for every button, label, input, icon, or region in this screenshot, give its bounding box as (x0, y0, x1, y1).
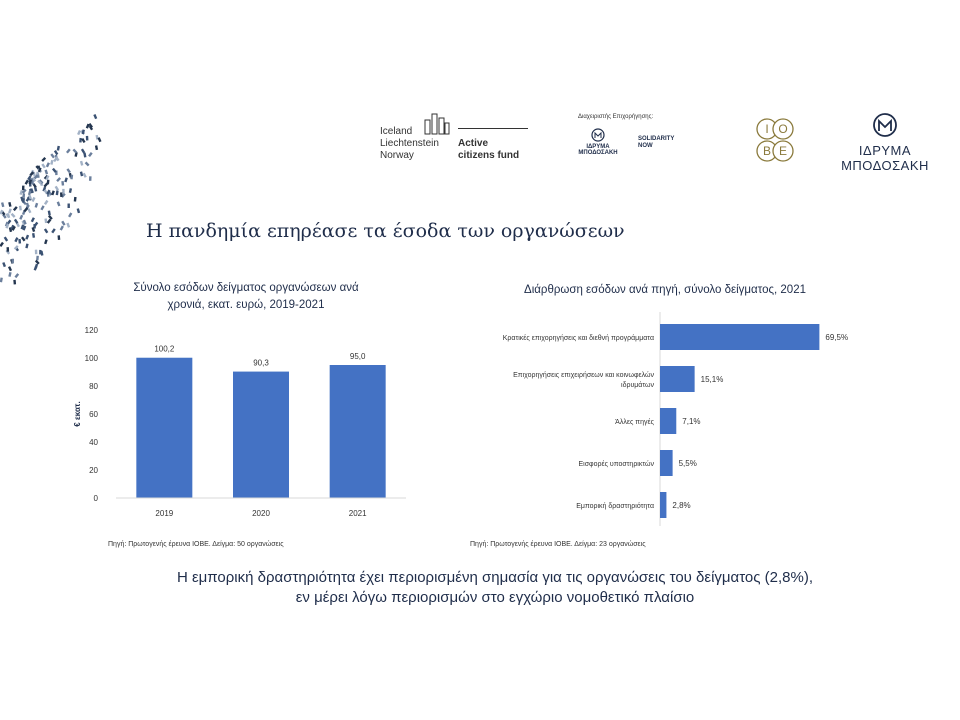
crowd-figure (51, 228, 56, 233)
crowd-figure (7, 247, 10, 252)
iobe-letter: E (778, 144, 788, 158)
crowd-figure (48, 215, 53, 220)
iobe-letter: B (762, 144, 772, 158)
slide-title: Η πανδημία επηρέασε τα έσοδα των οργανώσεων (146, 220, 625, 242)
y-tick-label: 80 (89, 382, 98, 391)
crowd-figure (39, 250, 41, 255)
bar (660, 450, 673, 476)
crowd-figure (19, 215, 23, 220)
crowd-figure (77, 208, 81, 213)
solidarity-now-logo (638, 136, 674, 150)
crowd-figure (66, 223, 70, 228)
crowd-figure (7, 213, 11, 218)
category-label: ιδρυμάτων (621, 382, 654, 389)
left-chart-title-line: χρονιά, εκατ. ευρώ, 2019-2021 (167, 299, 325, 311)
crowd-figure (41, 157, 46, 162)
crowd-figure (66, 149, 71, 154)
data-label: 5,5% (678, 459, 697, 468)
data-label: 95,0 (349, 352, 366, 361)
crowd-figure (8, 266, 12, 271)
crowd-figure (25, 244, 28, 249)
bodossaki-text: ΙΔΡΥΜΑ ΜΠΟΔΟΣΑΚΗ (841, 143, 929, 173)
bar (233, 372, 289, 498)
bar (330, 365, 386, 498)
crowd-figure (4, 236, 8, 241)
crowd-figure (22, 193, 25, 198)
crowd-figure (93, 114, 97, 119)
bar (660, 408, 676, 434)
y-tick-label: 40 (89, 438, 98, 447)
data-label: 7,1% (682, 417, 701, 426)
iobe-letter: O (778, 122, 788, 136)
crowd-figure (22, 186, 25, 191)
conclusion-line: Η εμπορική δραστηριότητα έχει περιορισμένη σημασία για τις οργανώσεις του δείγματος (2,8%), (176, 569, 814, 586)
bodossaki-emblem-icon (591, 128, 605, 142)
crowd-figure (89, 176, 92, 181)
y-tick-label: 0 (93, 494, 98, 503)
data-label: 15,1% (700, 375, 724, 384)
crowd-figure (60, 192, 63, 197)
left-chart-title (96, 280, 396, 314)
crowd-figure (48, 210, 51, 215)
crowd-illustration (0, 88, 112, 288)
crowd-figure (28, 190, 31, 195)
y-tick-label: 60 (89, 410, 98, 419)
bar (660, 492, 666, 518)
crowd-figure (19, 206, 22, 211)
data-label: 69,5% (825, 333, 849, 342)
crowd-figure (35, 260, 40, 265)
bar (660, 366, 695, 392)
crowd-figure (64, 177, 68, 182)
crowd-figure (35, 250, 38, 255)
crowd-figure (44, 239, 48, 244)
crowd-figure (31, 217, 35, 222)
crowd-figure (83, 153, 86, 158)
crowd-figure (14, 237, 18, 242)
bar (136, 358, 192, 498)
crowd-figure (0, 278, 3, 283)
crowd-figure (25, 235, 29, 240)
crowd-figure (46, 162, 50, 167)
crowd-figure (18, 239, 21, 244)
crowd-figure (11, 213, 16, 218)
crowd-figure (79, 138, 82, 143)
crowd-figure (8, 272, 11, 277)
crowd-figure (14, 273, 19, 278)
crowd-figure (56, 190, 59, 195)
crowd-figure (2, 262, 6, 267)
crowd-figure (0, 242, 4, 247)
crowd-figure (81, 149, 85, 154)
bodossaki-small-text: ΙΔΡΥΜΑ ΜΠΟΔΟΣΑΚΗ (578, 144, 618, 156)
iobe-logo (752, 118, 796, 162)
data-label: 100,2 (154, 344, 175, 354)
crowd-figure (68, 204, 70, 209)
category-label: Κρατικές επιχορηγήσεις και διεθνή προγράμματα (502, 335, 654, 342)
crowd-figure (8, 202, 11, 207)
crowd-figure (55, 186, 59, 191)
crowd-figure (62, 189, 64, 194)
eea-countries (380, 126, 439, 162)
crowd-figure (51, 190, 55, 195)
crowd-figure (57, 146, 60, 151)
crowd-figure (12, 259, 14, 264)
eea-fund-line: Active (458, 138, 489, 149)
crowd-figure (66, 168, 71, 173)
revenue-by-source-chart (452, 312, 852, 522)
bar (660, 324, 819, 350)
category-label: Άλλες πηγές (615, 419, 654, 426)
conclusion-line: εν μέρει λόγω περιορισμών στο εγχώριο νομοθετικό πλαίσιο (295, 589, 695, 606)
crowd-figure (77, 130, 81, 135)
left-chart-source: Πηγή: Πρωτογενής έρευνα ΙΟΒΕ. Δείγμα: 50 οργανώσεις (108, 541, 284, 548)
y-tick-label: 20 (89, 466, 98, 475)
category-label: Επιχορηγήσεις επιχειρήσεων και κοινωφελών (513, 372, 654, 379)
eea-fund-name (458, 138, 519, 162)
crowd-figure (36, 256, 39, 261)
crowd-figure (86, 136, 89, 141)
iobe-letter: I (765, 122, 769, 136)
crowd-figure (21, 236, 26, 241)
crowd-figure (32, 233, 35, 238)
crowd-figure (45, 169, 49, 174)
x-tick-label: 2020 (252, 509, 270, 518)
bodossaki-logo (840, 112, 930, 173)
eea-country: Iceland (380, 126, 413, 137)
crowd-figure (13, 206, 18, 211)
crowd-figure (31, 197, 35, 202)
left-chart-title-line: Σύνολο εσόδων δείγματος οργανώσεων ανά (133, 282, 359, 294)
crowd-figure (69, 188, 72, 193)
eea-country: Norway (380, 150, 414, 161)
crowd-figure (83, 173, 87, 178)
crowd-figure (88, 152, 93, 157)
crowd-figure (58, 235, 61, 240)
crowd-figure (81, 138, 85, 143)
crowd-figure (68, 212, 72, 217)
crowd-figure (98, 137, 102, 142)
crowd-figure (1, 202, 4, 207)
eea-grants-logo (380, 112, 530, 164)
eea-divider (458, 128, 528, 129)
x-tick-label: 2021 (348, 509, 367, 518)
crowd-figure (44, 228, 48, 233)
crowd-figure (50, 153, 55, 158)
y-tick-label: 120 (84, 326, 98, 335)
data-label: 2,8% (672, 501, 691, 510)
crowd-figure (44, 200, 48, 205)
crowd-figure (74, 197, 77, 202)
conclusion-text (110, 568, 880, 608)
right-chart-title: Διάρθρωση εσόδων ανά πηγή, σύνολο δείγματος, 2021 (524, 284, 806, 296)
category-label: Εισφορές υποστηρικτών (578, 461, 654, 468)
crowd-figure (50, 160, 53, 165)
crowd-figure (60, 226, 64, 231)
solidarity-line: NOW (638, 143, 653, 149)
bodossaki-emblem-icon (872, 112, 898, 138)
crowd-figure (54, 150, 58, 155)
operator-label: Διαχειριστής Επιχορήγησης: (578, 114, 654, 120)
right-chart-source: Πηγή: Πρωτογενής έρευνα ΙΟΒΕ. Δείγμα: 23 οργανώσεις (470, 541, 646, 548)
crowd-figure (35, 203, 39, 208)
eea-fund-line: citizens fund (458, 150, 520, 161)
crowd-figure (57, 201, 61, 206)
crowd-figure (44, 218, 47, 223)
eea-country: Liechtenstein (380, 138, 439, 149)
revenue-by-year-chart (73, 318, 416, 528)
data-label: 90,3 (253, 358, 269, 368)
crowd-figure (40, 205, 44, 210)
crowd-figure (80, 161, 83, 166)
crowd-figure (41, 163, 46, 168)
crowd-figure (34, 187, 37, 192)
crowd-figure (56, 177, 61, 182)
x-tick-label: 2019 (155, 509, 174, 518)
crowd-figure (13, 280, 16, 285)
crowd-figure (61, 181, 64, 186)
y-axis-label: € εκατ. (73, 401, 82, 427)
crowd-figure (8, 208, 12, 213)
category-label: Εμπορική δραστηριότητα (576, 503, 654, 510)
y-tick-label: 100 (84, 354, 98, 363)
solidarity-line: SOLIDARITY (638, 136, 675, 142)
crowd-figure (95, 145, 98, 150)
bodossaki-small-logo (578, 128, 618, 156)
crowd-figure (85, 162, 90, 167)
crowd-figure (61, 221, 65, 226)
